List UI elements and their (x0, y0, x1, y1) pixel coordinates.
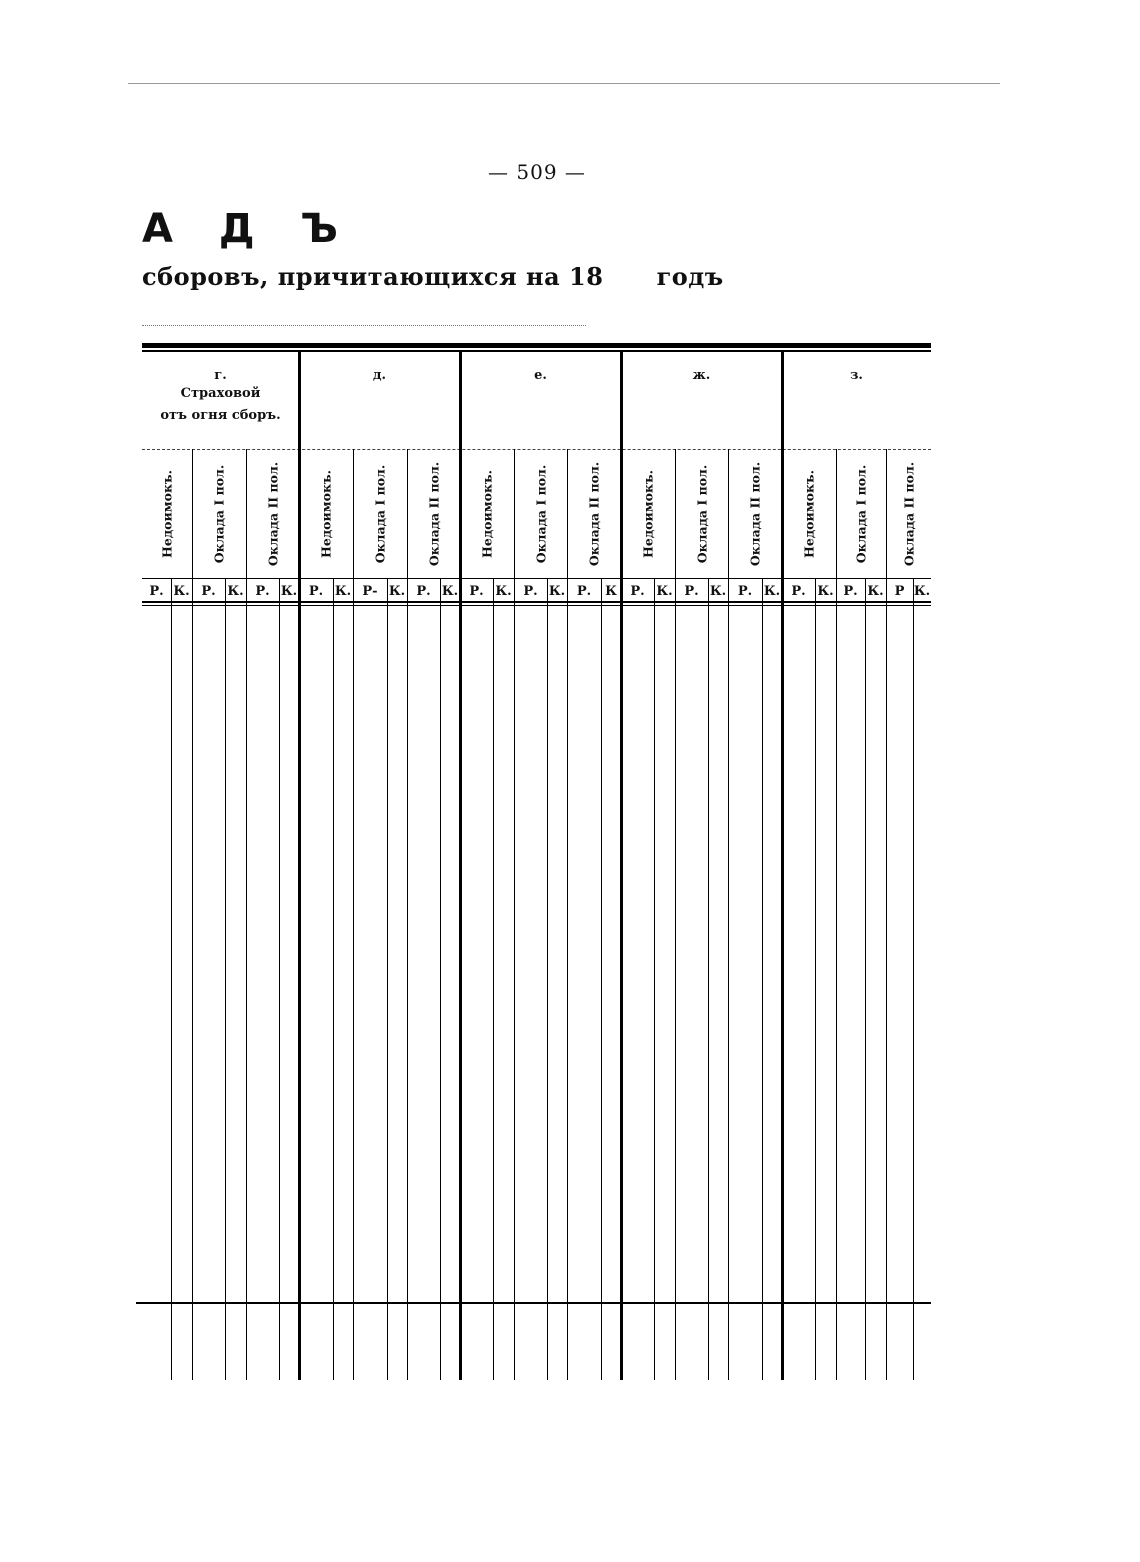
rouble-label: Р- (362, 584, 378, 599)
rouble-kopek-divider (547, 578, 548, 1380)
page-number: — 509 — (488, 160, 586, 184)
top-border-line (128, 83, 1000, 84)
rouble-kopek-divider (815, 578, 816, 1380)
subheader-divider (142, 578, 931, 579)
rouble-kopek-divider (913, 578, 914, 1380)
group-letter: г. (214, 368, 227, 383)
rouble-label: Р. (201, 584, 216, 599)
subcolumn-label: Оклада II пол. (901, 461, 916, 567)
rouble-kopek-divider (762, 578, 763, 1380)
rouble-kopek-divider (654, 578, 655, 1380)
group-border-line (781, 352, 784, 1380)
kopek-label: К. (173, 584, 190, 599)
group-title-line: отъ огня сборъ. (160, 408, 281, 423)
subcolumn-label: Недоимокъ. (479, 470, 495, 558)
rouble-kopek-divider (225, 578, 226, 1380)
kopek-label: К. (495, 584, 512, 599)
kopek-label: К. (334, 584, 352, 599)
kopek-label: К. (763, 584, 781, 599)
rouble-label: Р. (684, 584, 699, 599)
rouble-label: Р. (630, 584, 645, 599)
subcolumn-label: Недоимокъ. (159, 470, 175, 558)
rouble-label: Р. (255, 584, 270, 599)
rouble-label: Р (894, 584, 905, 599)
subcolumn-label: Оклада I пол. (211, 464, 227, 564)
group-border-line (459, 352, 462, 1380)
rouble-label: Р. (843, 584, 858, 599)
page-subtitle (142, 262, 724, 291)
kopek-label: К. (441, 584, 459, 599)
group-letter: д. (372, 368, 387, 383)
rouble-label: Р. (308, 584, 324, 599)
subcolumn-label: Оклада II пол. (747, 461, 763, 567)
kopek-label: К. (280, 584, 298, 599)
group-header-3 (460, 368, 621, 383)
rouble-kopek-divider (865, 578, 866, 1380)
group-header-divider (142, 449, 931, 450)
subcolumn-label: Оклада II пол. (426, 461, 441, 567)
group-border-line (298, 352, 301, 1380)
units-divider-1 (142, 601, 931, 603)
rouble-label: Р. (737, 584, 753, 599)
group-letter: е. (534, 368, 547, 383)
subtitle-suffix: годъ (656, 262, 724, 291)
group-border-line (620, 352, 623, 1380)
subcolumn-label: Оклада II пол. (586, 461, 602, 567)
rouble-label: Р. (469, 584, 484, 599)
group-header-2 (299, 368, 460, 383)
table-top-rule-thick (142, 343, 931, 348)
subcolumn-label: Недоимокъ. (318, 470, 334, 558)
group-letter: ж. (692, 368, 711, 383)
rouble-label: Р. (791, 584, 806, 599)
rouble-kopek-divider (279, 578, 280, 1380)
table-top-rule-thin (142, 350, 931, 352)
group-header-1 (142, 368, 299, 427)
kopek-label: К. (709, 584, 727, 599)
page-title: А Д Ъ (142, 206, 355, 252)
rouble-kopek-divider (387, 578, 388, 1380)
totals-rule (136, 1302, 931, 1304)
rouble-kopek-divider (171, 578, 172, 1380)
kopek-label: К. (656, 584, 673, 599)
kopek-label: К. (913, 584, 931, 599)
rouble-kopek-divider (601, 578, 602, 1380)
subtitle-text: сборовъ, причитающихся на 18 (142, 262, 604, 291)
subcolumn-label: Оклада II пол. (265, 461, 280, 567)
dotted-fill-line (142, 325, 586, 326)
kopek-label: К. (388, 584, 406, 599)
rouble-kopek-divider (493, 578, 494, 1380)
group-header-5 (782, 368, 931, 383)
units-divider-2 (142, 605, 931, 606)
rouble-kopek-divider (440, 578, 441, 1380)
subcolumn-label: Недоимокъ. (801, 470, 817, 558)
group-letter: з. (850, 368, 863, 383)
rouble-label: Р. (149, 584, 164, 599)
rouble-kopek-divider (708, 578, 709, 1380)
kopek-label: К (605, 584, 617, 599)
subcolumn-label: Оклада I пол. (533, 464, 548, 564)
rouble-kopek-divider (333, 578, 334, 1380)
group-header-4 (621, 368, 782, 383)
subcolumn-label: Недоимокъ. (640, 470, 656, 558)
rouble-label: Р. (523, 584, 538, 599)
subcolumn-label: Оклада I пол. (853, 464, 869, 564)
rouble-label: Р. (576, 584, 592, 599)
subcolumn-label: Оклада I пол. (372, 464, 388, 564)
group-title-line: Страховой (180, 386, 261, 401)
kopek-label: К. (867, 584, 884, 599)
rouble-label: Р. (416, 584, 431, 599)
kopek-label: К. (548, 584, 566, 599)
kopek-label: К. (227, 584, 244, 599)
subcolumn-label: Оклада I пол. (694, 464, 709, 564)
kopek-label: К. (817, 584, 834, 599)
